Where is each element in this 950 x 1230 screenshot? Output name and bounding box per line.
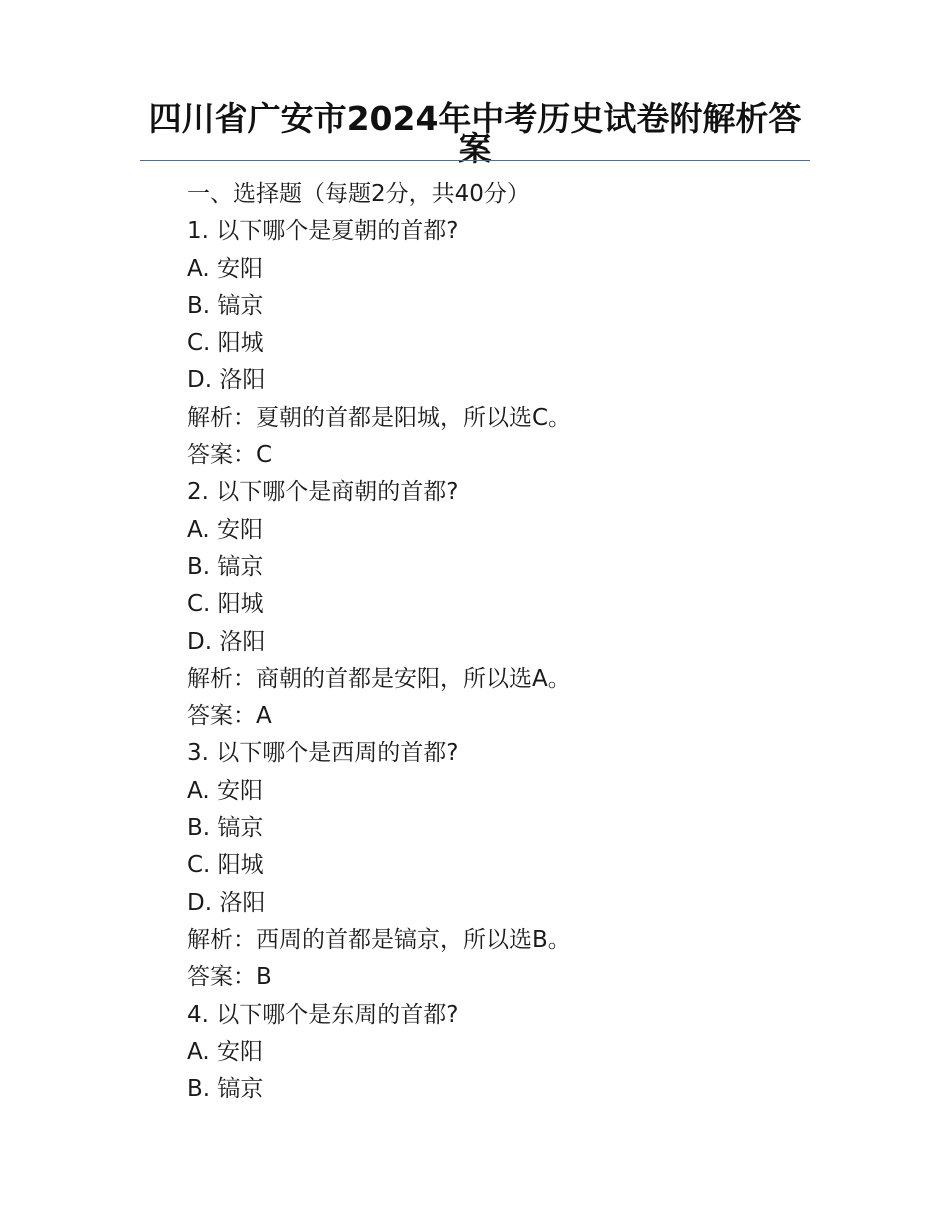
title-divider: [140, 160, 810, 161]
document-body: [187, 176, 827, 1108]
question-2-answer: 答案：A: [187, 703, 272, 730]
question-2-option-a: A. 安阳: [187, 516, 263, 543]
question-1-option-d: D. 洛阳: [187, 367, 266, 394]
question-2-explanation: 解析：商朝的首都是安阳，所以选A。: [187, 665, 571, 692]
question-1-option-a: A. 安阳: [187, 255, 263, 282]
question-3: 3. 以下哪个是西周的首都?: [187, 740, 459, 767]
question-1-option-c: C. 阳城: [187, 330, 264, 357]
question-3-option-b: B. 镐京: [187, 815, 264, 842]
question-2-option-b: B. 镐京: [187, 553, 264, 580]
question-3-option-c: C. 阳城: [187, 852, 264, 879]
question-2-option-d: D. 洛阳: [187, 628, 266, 655]
question-1-explanation: 解析：夏朝的首都是阳城，所以选C。: [187, 404, 572, 431]
question-4: 4. 以下哪个是东周的首都?: [187, 1001, 459, 1028]
question-3-option-d: D. 洛阳: [187, 889, 266, 916]
question-4-option-a: A. 安阳: [187, 1038, 263, 1065]
question-3-explanation: 解析：西周的首都是镐京，所以选B。: [187, 926, 571, 953]
question-3-option-a: A. 安阳: [187, 777, 263, 804]
question-2: 2. 以下哪个是商朝的首都?: [187, 479, 459, 506]
section-heading: 一、选择题（每题2分，共40分）: [187, 181, 530, 207]
document-title: 四川省广安市2024年中考历史试卷附解析答案: [148, 99, 802, 168]
question-3-answer: 答案：B: [187, 964, 272, 991]
question-1-option-b: B. 镐京: [187, 292, 264, 319]
question-1: 1. 以下哪个是夏朝的首都?: [187, 218, 459, 245]
question-4-option-b: B. 镐京: [187, 1076, 264, 1103]
question-2-option-c: C. 阳城: [187, 591, 264, 618]
question-1-answer: 答案：C: [187, 442, 273, 469]
